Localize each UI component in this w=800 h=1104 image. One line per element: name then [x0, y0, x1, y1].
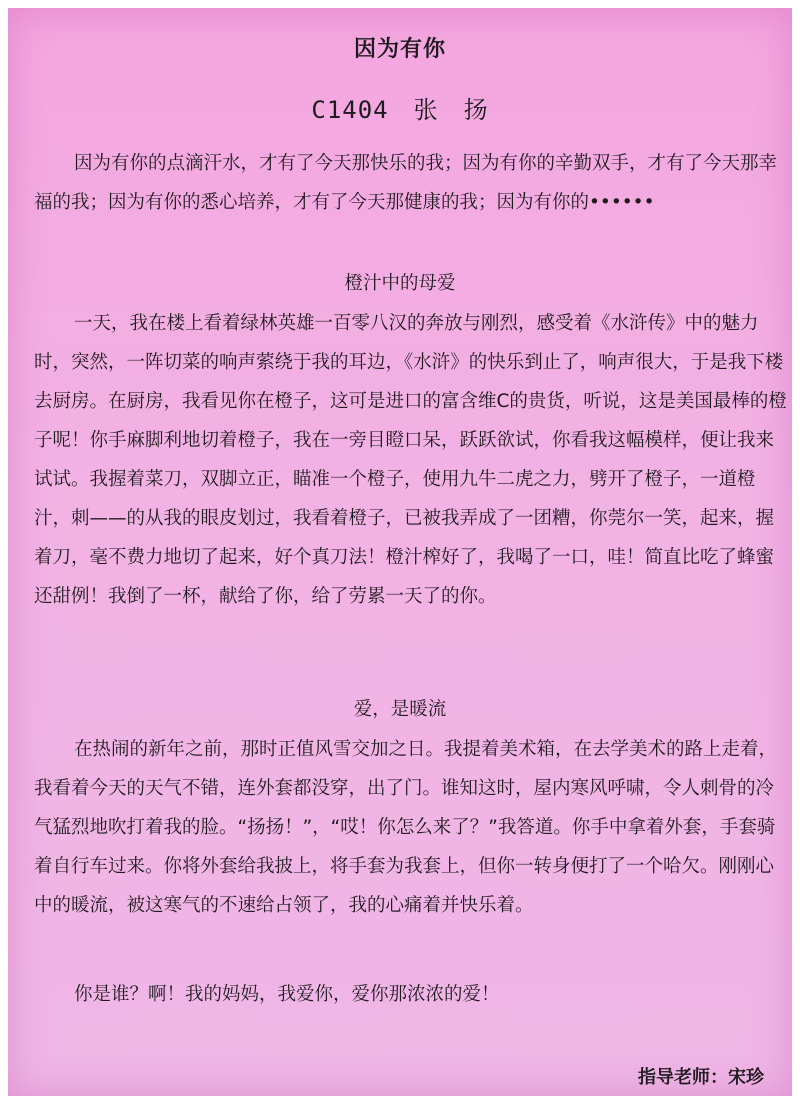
section1-heading: 橙汁中的母爱	[344, 273, 456, 294]
section1-paragraph: 一天，我在楼上看着绿林英雄一百零八汉的奔放与刚烈，感受着《水浒传》中的魅力时，突然，一阵切菜的响声萦绕于我的耳边，《水浒》的快乐到止了，响声很大，于是我下楼去厨房。在厨房，我看见你在橙子，这可是进口的富含维C的贵货，听说，这是美国最棒的橙子呢！你手麻脚利地切着橙子，我在一旁目瞪口呆，跃跃欲试，你看我这幅模样，便让我来试试。我握着菜刀，双脚立正，瞄准一个橙子，使用九牛二虎之力，劈开了橙子，一道橙汁，刺——的从我的眼皮划过，我看着橙子，已被我弄成了一团糟，你莞尔一笑，起来，握着刀，毫不费力地切了起来，好个真刀法！橙汁榨好了，我喝了一口，哇！简直比吃了蜂蜜还甜例！我倒了一杯，献给了你，给了劳累一天了的你。	[34, 313, 787, 607]
section2-paragraph: 在热闹的新年之前，那时正值风雪交加之日。我提着美术箱，在去学美术的路上走着，我看着今天的天气不错，连外套都没穿，出了门。谁知这时，屋内寒风呼啸，令人刺骨的冷气猛烈地吹打着我的脸。“扬扬！”，“哎！你怎么来了？”我答道。你手中拿着外套，手套骑着自行车过来。你将外套给我披上，将手套为我套上，但你一转身便打了一个哈欠。刚刚心中的暖流，被这寒气的不速给占领了，我的心痛着并快乐着。	[34, 739, 778, 916]
author-byline: C1404 张 扬	[311, 96, 489, 124]
essay-title: 因为有你	[353, 37, 446, 62]
closing-paragraph: 你是谁？啊！我的妈妈，我爱你，爱你那浓浓的爱！	[74, 984, 500, 1005]
section2-heading: 爱，是暖流	[353, 699, 447, 720]
intro-paragraph: 因为有你的点滴汗水，才有了今天那快乐的我；因为有你的辛勤双手，才有了今天那幸福的我；因为有你的悉心培养，才有了今天那健康的我；因为有你的••••••	[34, 153, 778, 213]
document-page	[8, 8, 792, 1096]
advisor-credit: 指导老师：宋珍	[638, 1067, 764, 1088]
